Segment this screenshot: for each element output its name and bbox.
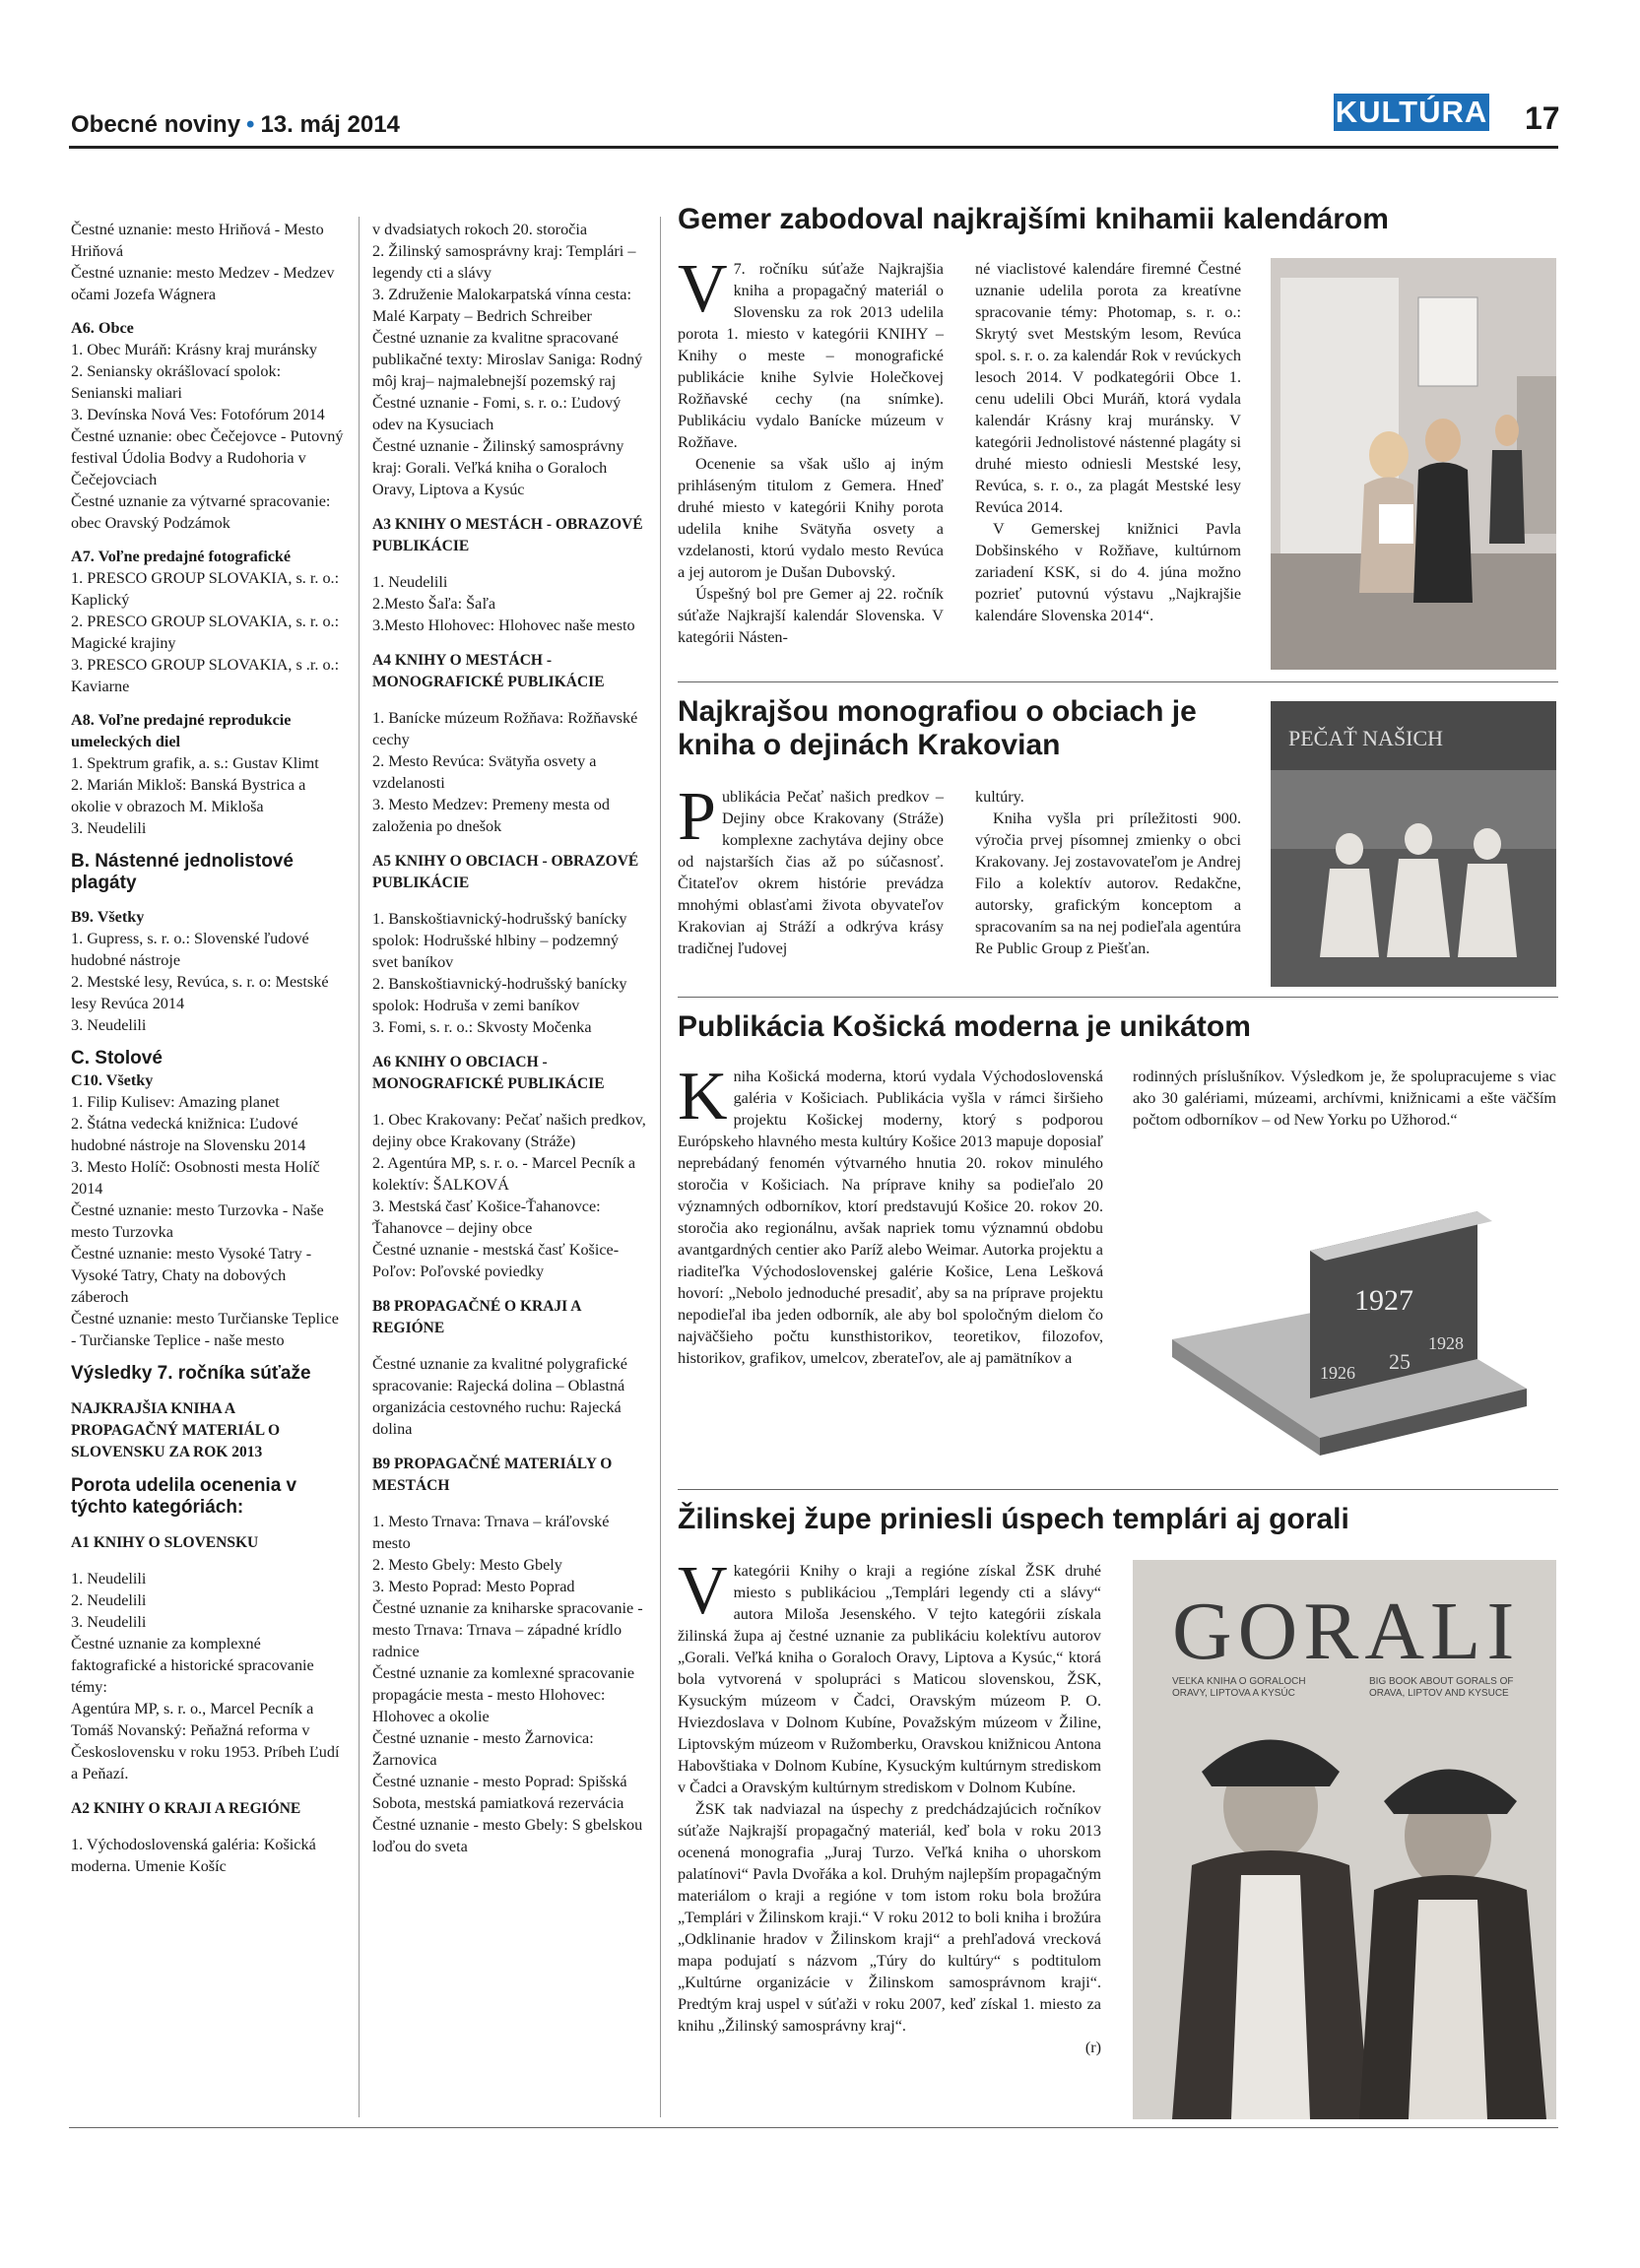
list-entry: 1. Mesto Trnava: Trnava – kráľovské mesto (372, 1513, 610, 1552)
list-entry: Čestné uznanie - mesto Poprad: Spišská Sobota, mestská pamiatková rezervácia (372, 1773, 627, 1812)
article-paragraph: ublikácia Pečať našich predkov – Dejiny obce Krakovany (Stráže) komplexne zachytáva dejiny obce od najstarších čias až po súčasnosť. Čitateľov okrem histórie prevádza mnohými oblasťami života obyvateľov Krakovian aj Stráží a odkrýva krásy tradičnej ľudovej (678, 788, 944, 957)
list-entry: Čestné uznanie za kniharske spracovanie - mesto Trnava: Trnava – západné krídlo radnice (372, 1599, 643, 1660)
category-heading: A5 KNIHY O OBCIACH - OBRAZOVÉ PUBLIKÁCIE (372, 853, 639, 891)
list-entry: 2. PRESCO GROUP SLOVAKIA, s. r. o.: Magické krajiny (71, 613, 340, 652)
award-ceremony-photo (1271, 258, 1556, 670)
list-entry: 1. Východoslovenská galéria: Košická moderna. Umenie Košíc (71, 1836, 316, 1875)
article-separator (678, 681, 1558, 682)
category-heading: C. Stolové (71, 1048, 163, 1069)
article2-column-a (678, 779, 944, 959)
list-entry: 3. Mestská časť Košice-Ťahanovce: Ťahanovce – dejiny obce (372, 1198, 601, 1237)
list-entry: 2. Neudelili (71, 1591, 147, 1609)
category-heading: A6. Obce (71, 319, 134, 337)
header-rule (69, 146, 1558, 149)
list-entry: 3. Devínska Nová Ves: Fotofórum 2014 (71, 406, 325, 423)
list-entry: Čestné uznanie za komlexné spracovanie propagácie mesta - mesto Hlohovec: Hlohovec a okolie (372, 1664, 635, 1725)
category-heading: Výsledky 7. ročníka súťaže (71, 1363, 311, 1384)
article3-headline: Publikácia Košická moderna je unikátom (678, 1010, 1251, 1043)
list-entry: 2. Agentúra MP, s. r. o. - Marcel Pecník a kolektív: ŠALKOVÁ (372, 1154, 636, 1194)
list-entry: 1. Filip Kulisev: Amazing planet (71, 1093, 280, 1111)
list-entry: 1. Banskoštiavnický-hodrušský banícky spolok: Hodrušské hlbiny – podzemný svet baníkov (372, 910, 627, 971)
article-separator (678, 1489, 1558, 1490)
article1-headline: Gemer zabodoval najkrajšími knihamii kalendárom (678, 203, 1389, 235)
author-signature: (r) (1084, 2039, 1101, 2056)
photo-illustration (1271, 701, 1556, 987)
list-entry: Čestné uznanie - Fomi, s. r. o.: Ľudový odev na Kysuciach (372, 394, 622, 433)
masthead (71, 111, 400, 139)
article-paragraph: Ocenenie sa však ušlo aj iným prihláseným titulom z Gemera. Hneď druhé miesto v kategórii Knihy porota udelila knihe Svätyňa osvety a vzdelanosti, ktorú vydalo mesto Revúca a jej autorom je Dušan Dubovský. (678, 455, 944, 581)
article2-headline: Najkrajšou monografiou o obciach je kniha o dejinách Krakovian (678, 695, 1197, 761)
list-entry: 3. Mesto Medzev: Premeny mesta od založenia po dnešok (372, 796, 610, 835)
cover-subtitle-right: BIG BOOK ABOUT GORALS OF ORAVA, LIPTOV AND KYSUCE (1369, 1676, 1514, 1699)
category-heading: A1 KNIHY O SLOVENSKU (71, 1534, 259, 1551)
list-entry: 1. Gupress, s. r. o.: Slovenské ľudové hudobné nástroje (71, 930, 309, 969)
list-entry: Čestné uznanie - mestská časť Košice-Poľov: Poľovské poviedky (372, 1241, 620, 1280)
cover-illustration (1133, 1560, 1556, 2119)
page-number: 17 (1525, 100, 1560, 136)
category-heading: A7. Voľne predajné fotografické (71, 548, 292, 565)
article-paragraph: kultúry. (975, 788, 1024, 806)
article3-column-b (1133, 1066, 1556, 1131)
photo-illustration (1271, 258, 1556, 670)
category-heading: Porota udelila ocenenia v týchto kategóriách: (71, 1475, 297, 1518)
list-entry: 2. Mesto Gbely: Mesto Gbely (372, 1556, 562, 1574)
list-entry: 2. Štátna vedecká knižnica: Ľudové hudobné nástroje na Slovensku 2014 (71, 1115, 306, 1154)
list-entry: 2.Mesto Šaľa: Šaľa (372, 595, 496, 613)
list-entry: 3. Mesto Holíč: Osobnosti mesta Holíč 2014 (71, 1158, 320, 1198)
list-entry: Čestné uznanie: mesto Hriňová - Mesto Hriňová (71, 221, 324, 260)
results-column-1 (71, 219, 345, 1877)
article-paragraph: 7. ročníku súťaže Najkrajšia kniha a propagačný materiál o Slovensku za rok 2013 udelila porota 1. miesto v kategórii KNIHY – Knihy o meste – monografické publikácie knihe Sylvie Holečkovej Rožňavské cechy (na snímke). Publikáciu vydalo Banícke múzeum v Rožňave. (678, 260, 944, 451)
list-entry: Čestné uznanie - mesto Žarnovica: Žarnovica (372, 1729, 594, 1769)
list-entry: 1. Obec Muráň: Krásny kraj muránsky (71, 341, 317, 358)
krakovany-book-photo (1271, 701, 1556, 987)
article-paragraph: ŽSK tak nadviazal na úspechy z predchádzajúcich ročníkov súťaže Najkrajší propagačný materiál, keď bola v roku 2013 ocenená monografia „Juraj Turzo. Veľká kniha o uhorskom palatínovi“ Pavla Dvořáka a kol. Druhým najlepším propagačným materiálom o kraji a regióne v tom istom roku bola brožúra „Templári v Žilinskom kraji.“ V roku 2012 to boli kniha i brožúra „Odklinanie hradov v Žilinskom kraji“ a prehľadová vrecková mapa podujatí s názvom „Túry do kultúry“ s podtitulom „Kultúrne organizácie v Žilinskom samosprávnom kraji“. Predtým kraj uspel v súťaži v roku 2007, keď získal 1. miesto za knihu „Žilinský samosprávny kraj“. (678, 1800, 1101, 2035)
list-entry: Čestné uznanie - Žilinský samosprávny kraj: Gorali. Veľká kniha o Goraloch Oravy, Liptova a Kysúc (372, 437, 624, 498)
drop-cap: V (678, 1553, 728, 1629)
cover-subtitle-left: VEĽKÁ KNIHA O GORALOCH ORAVY, LIPTOVA A KYSÚC (1172, 1676, 1306, 1699)
list-entry: 3. Neudelili (71, 1016, 147, 1034)
book-year-text: 1927 (1354, 1284, 1413, 1317)
article1-column-b (975, 258, 1241, 626)
list-entry: Čestné uznanie: mesto Turzovka - Naše mesto Turzovka (71, 1201, 324, 1241)
kosicka-moderna-book-image (1152, 1192, 1546, 1487)
list-entry: 3. Mesto Poprad: Mesto Poprad (372, 1578, 575, 1595)
list-entry: Čestné uznanie: mesto Turčianske Teplice - Turčianske Teplice - naše mesto (71, 1310, 339, 1349)
category-heading: A6 KNIHY O OBCIACH - MONOGRAFICKÉ PUBLIKÁCIE (372, 1054, 605, 1092)
category-heading: A8. Voľne predajné reprodukcie umeleckých diel (71, 711, 292, 750)
list-entry: Čestné uznanie za výtvarné spracovanie: obec Oravský Podzámok (71, 492, 331, 532)
list-entry: v dvadsiatych rokoch 20. storočia (372, 221, 588, 238)
article-paragraph: Úspešný bol pre Gemer aj 22. ročník súťaže Najkrajší kalendár Slovenska. V kategórii Násten- (678, 585, 944, 646)
article-paragraph: niha Košická moderna, ktorú vydala Východoslovenská galéria v Košiciach. Publikácia vyšla v rámci širšieho projektu Košickej moderny, ktorý s podporou Európskeho hlavného mesta kultúry Košice 2013 mapuje doposiaľ neprebádaný fenomén výtvarného hnutia 20. rokov minulého storočia v Košiciach. Na príprave knihy sa podieľalo 20 významných odborníkov, ktorí predstavujú Košice 20. rokov 20. storočia ako regionálnu, avšak napriek tomu významnú obdobu avantgardných centier ako Paríž alebo Weimar. Autorka projektu a riaditeľka Východoslovenskej galérie Košice, Lena Lešková hovorí: „Nebolo jednoduché presadiť, aby sa na príprave projektu nepodieľal iba jeden odborník, ale aby bol spoločným dielom čo najväčšieho počtu kunsthistorikov, teoretikov, filozofov, historikov, grafikov, umelcov, zberateľov, ale aj pamätníkov a (678, 1068, 1103, 1367)
article4-headline: Žilinskej župe priniesli úspech templári aj gorali (678, 1503, 1349, 1535)
article4-body (678, 1553, 1101, 2058)
list-entry: 3.Mesto Hlohovec: Hlohovec naše mesto (372, 616, 635, 634)
publication-name: Obecné noviny (71, 111, 241, 138)
list-entry: 1. Obec Krakovany: Pečať našich predkov, dejiny obce Krakovany (Stráže) (372, 1111, 646, 1150)
cover-title: GORALI (1172, 1586, 1521, 1677)
list-entry: 3. PRESCO GROUP SLOVAKIA, s .r. o.: Kaviarne (71, 656, 340, 695)
list-entry: 1. PRESCO GROUP SLOVAKIA, s. r. o.: Kaplický (71, 569, 340, 609)
article3-column-a (678, 1059, 1103, 1369)
list-entry: 3. Neudelili (71, 1613, 147, 1631)
gorali-book-cover (1133, 1560, 1556, 2119)
category-heading: B9. Všetky (71, 908, 145, 926)
list-entry: Čestné uznanie za komplexné faktografické a historické spracovanie témy: (71, 1635, 314, 1696)
results-column-2 (372, 219, 646, 1857)
list-entry: 1. Neudelili (71, 1570, 147, 1588)
category-heading: B9 PROPAGAČNÉ MATERIÁLY O MESTÁCH (372, 1456, 613, 1494)
list-entry: 2. Banskoštiavnický-hodrušský banícky spolok: Hodruša v zemi baníkov (372, 975, 627, 1014)
list-entry: Čestné uznanie za kvalitné polygrafické spracovanie: Rajecká dolina – Oblastná organizácia cestovného ruchu: Rajecká dolina (372, 1355, 627, 1438)
list-entry: 1. Banícke múzeum Rožňava: Rožňavské cechy (372, 709, 638, 748)
list-entry: 2. Mestské lesy, Revúca, s. r. o: Mestské lesy Revúca 2014 (71, 973, 329, 1012)
article-paragraph: rodinných príslušníkov. Výsledkom je, že spolupracujeme s viac ako 30 galériami, múzeami, archívmi, knižnicami a ešte väčším počtom odborníkov – od New Yorku po Užhorod.“ (1133, 1068, 1556, 1129)
category-heading: A2 KNIHY O KRAJI A REGIÓNE (71, 1800, 301, 1817)
book-illustration (1152, 1192, 1546, 1487)
list-entry: 2. Marián Mikloš: Banská Bystrica a okolie v obrazoch M. Mikloša (71, 776, 306, 815)
category-heading: B. Nástenné jednolistové plagáty (71, 851, 294, 893)
column-divider (660, 217, 661, 2117)
article2-column-b (975, 786, 1241, 959)
list-entry: 1. Spektrum grafik, a. s.: Gustav Klimt (71, 754, 319, 772)
column-divider (359, 217, 360, 2117)
article1-column-a (678, 251, 944, 648)
list-entry: Čestné uznanie: mesto Medzev - Medzev očami Jozefa Wágnera (71, 264, 335, 303)
list-entry: Agentúra MP, s. r. o., Marcel Pecník a Tomáš Novanský: Peňažná reforma v Československu v roku 1953. Príbeh Ľudí a Peňazí. (71, 1700, 340, 1782)
list-entry: 2. Žilinský samosprávny kraj: Templári – legendy cti a slávy (372, 242, 636, 282)
book-year-text: 1926 (1320, 1363, 1355, 1383)
footer-rule (69, 2127, 1558, 2128)
drop-cap: K (678, 1059, 728, 1134)
list-entry: 3. Fomi, s. r. o.: Skvosty Močenka (372, 1018, 592, 1036)
separator-dot: • (246, 111, 255, 138)
list-entry: 1. Neudelili (372, 573, 448, 591)
list-entry: 2. Seniansky okrášlovací spolok: Senianski maliari (71, 362, 282, 402)
article-separator (678, 997, 1558, 998)
book-year-text: 25 (1389, 1349, 1410, 1374)
list-entry: Čestné uznanie za kvalitne spracované publikačné texty: Miroslav Saniga: Rodný môj kraj– najmalebnejší pozemský raj (372, 329, 643, 390)
list-entry: 3. Združenie Malokarpatská vínna cesta: Malé Karpaty – Bedrich Schreiber (372, 286, 631, 325)
category-heading: A3 KNIHY O MESTÁCH - OBRAZOVÉ PUBLIKÁCIE (372, 516, 643, 554)
category-heading: A4 KNIHY O MESTÁCH - MONOGRAFICKÉ PUBLIKÁCIE (372, 652, 605, 690)
photo-caption-text: PEČAŤ NAŠICH (1288, 726, 1444, 750)
category-heading: C10. Všetky (71, 1071, 154, 1089)
article-paragraph: Kniha vyšla pri príležitosti 900. výročia prvej písomnej zmienky o obci Krakovany. Jej zostavovateľom je Andrej Filo a kolektív autorov. Redakčne, autorsky, grafickým konceptom a spracovaním sa na nej podieľala agentúra Re Public Group z Piešťan. (975, 810, 1241, 957)
issue-date: 13. máj 2014 (260, 111, 400, 138)
category-heading: B8 PROPAGAČNÉ O KRAJI A REGIÓNE (372, 1298, 581, 1336)
section-label: KULTÚRA (1335, 95, 1488, 129)
article-paragraph: kategórii Knihy o kraji a regióne získal ŽSK druhé miesto s publikáciou „Templári legendy cti a slávy“ autora Miloša Jesenského. V tejto kategórii získala žilinská župa aj čestné uznanie za publikáciu kolektívu autorov „Gorali. Veľká kniha o Goraloch Oravy, Liptova a Kysúc,“ ktorá bola vytvorená v spolupráci s Maticou slovenskou, ŽSK, Kysuckým múzeom v Čadci, Oravským múzeom P. O. Hviezdoslava v Dolnom Kubíne, Považským múzeom v Žiline, Liptovským múzeom v Ružomberku, Oravskou knižnicou Antona Habovštiaka v Dolnom Kubíne, Kysuckým kultúrnym strediskom v Čadci a Oravským kultúrnym strediskom v Dolnom Kubíne. (678, 1562, 1101, 1796)
list-entry: Čestné uznanie - mesto Gbely: S gbelskou loďou do sveta (372, 1816, 643, 1855)
category-heading: NAJKRAJŠIA KNIHA A PROPAGAČNÝ MATERIÁL O SLOVENSKU ZA ROK 2013 (71, 1400, 281, 1460)
article-paragraph: né viaclistové kalendáre firemné Čestné uznanie udelila porota za kreatívne spracovanie témy: Photomap, s. r. o.: Skrytý svet Mestským lesom, Revúca spol. s. r. o. za kalendár Rok v revúckych lesoch 2014. V podkategórii Obce 1. cenu udelili Obci Muráň, ktorá vydala kalendár Krásny kraj muránsky. V kategórii Jednolistové nástenné plagáty si druhé miesto odniesli Mestské lesy, Revúca, s. r. o., za plagát Mestské lesy Revúca 2014. (975, 260, 1241, 516)
list-entry: 2. Mesto Revúca: Svätyňa osvety a vzdelanosti (372, 752, 597, 792)
article-paragraph: V Gemerskej knižnici Pavla Dobšinského v Rožňave, kultúrnom zariadení KSK, si do 4. júna možno pozrieť putovnú výstavu „Najkrajšie kalendáre Slovenska 2014“. (975, 520, 1241, 624)
list-entry: Čestné uznanie: obec Čečejovce - Putovný festival Údolia Bodvy a Rudohoria v Čečejovciach (71, 427, 344, 488)
list-entry: 3. Neudelili (71, 819, 147, 837)
book-year-text: 1928 (1428, 1333, 1464, 1353)
drop-cap: V (678, 251, 728, 327)
list-entry: Čestné uznanie: mesto Vysoké Tatry - Vysoké Tatry, Chaty na dobových záberoch (71, 1245, 312, 1306)
drop-cap: P (678, 779, 716, 855)
